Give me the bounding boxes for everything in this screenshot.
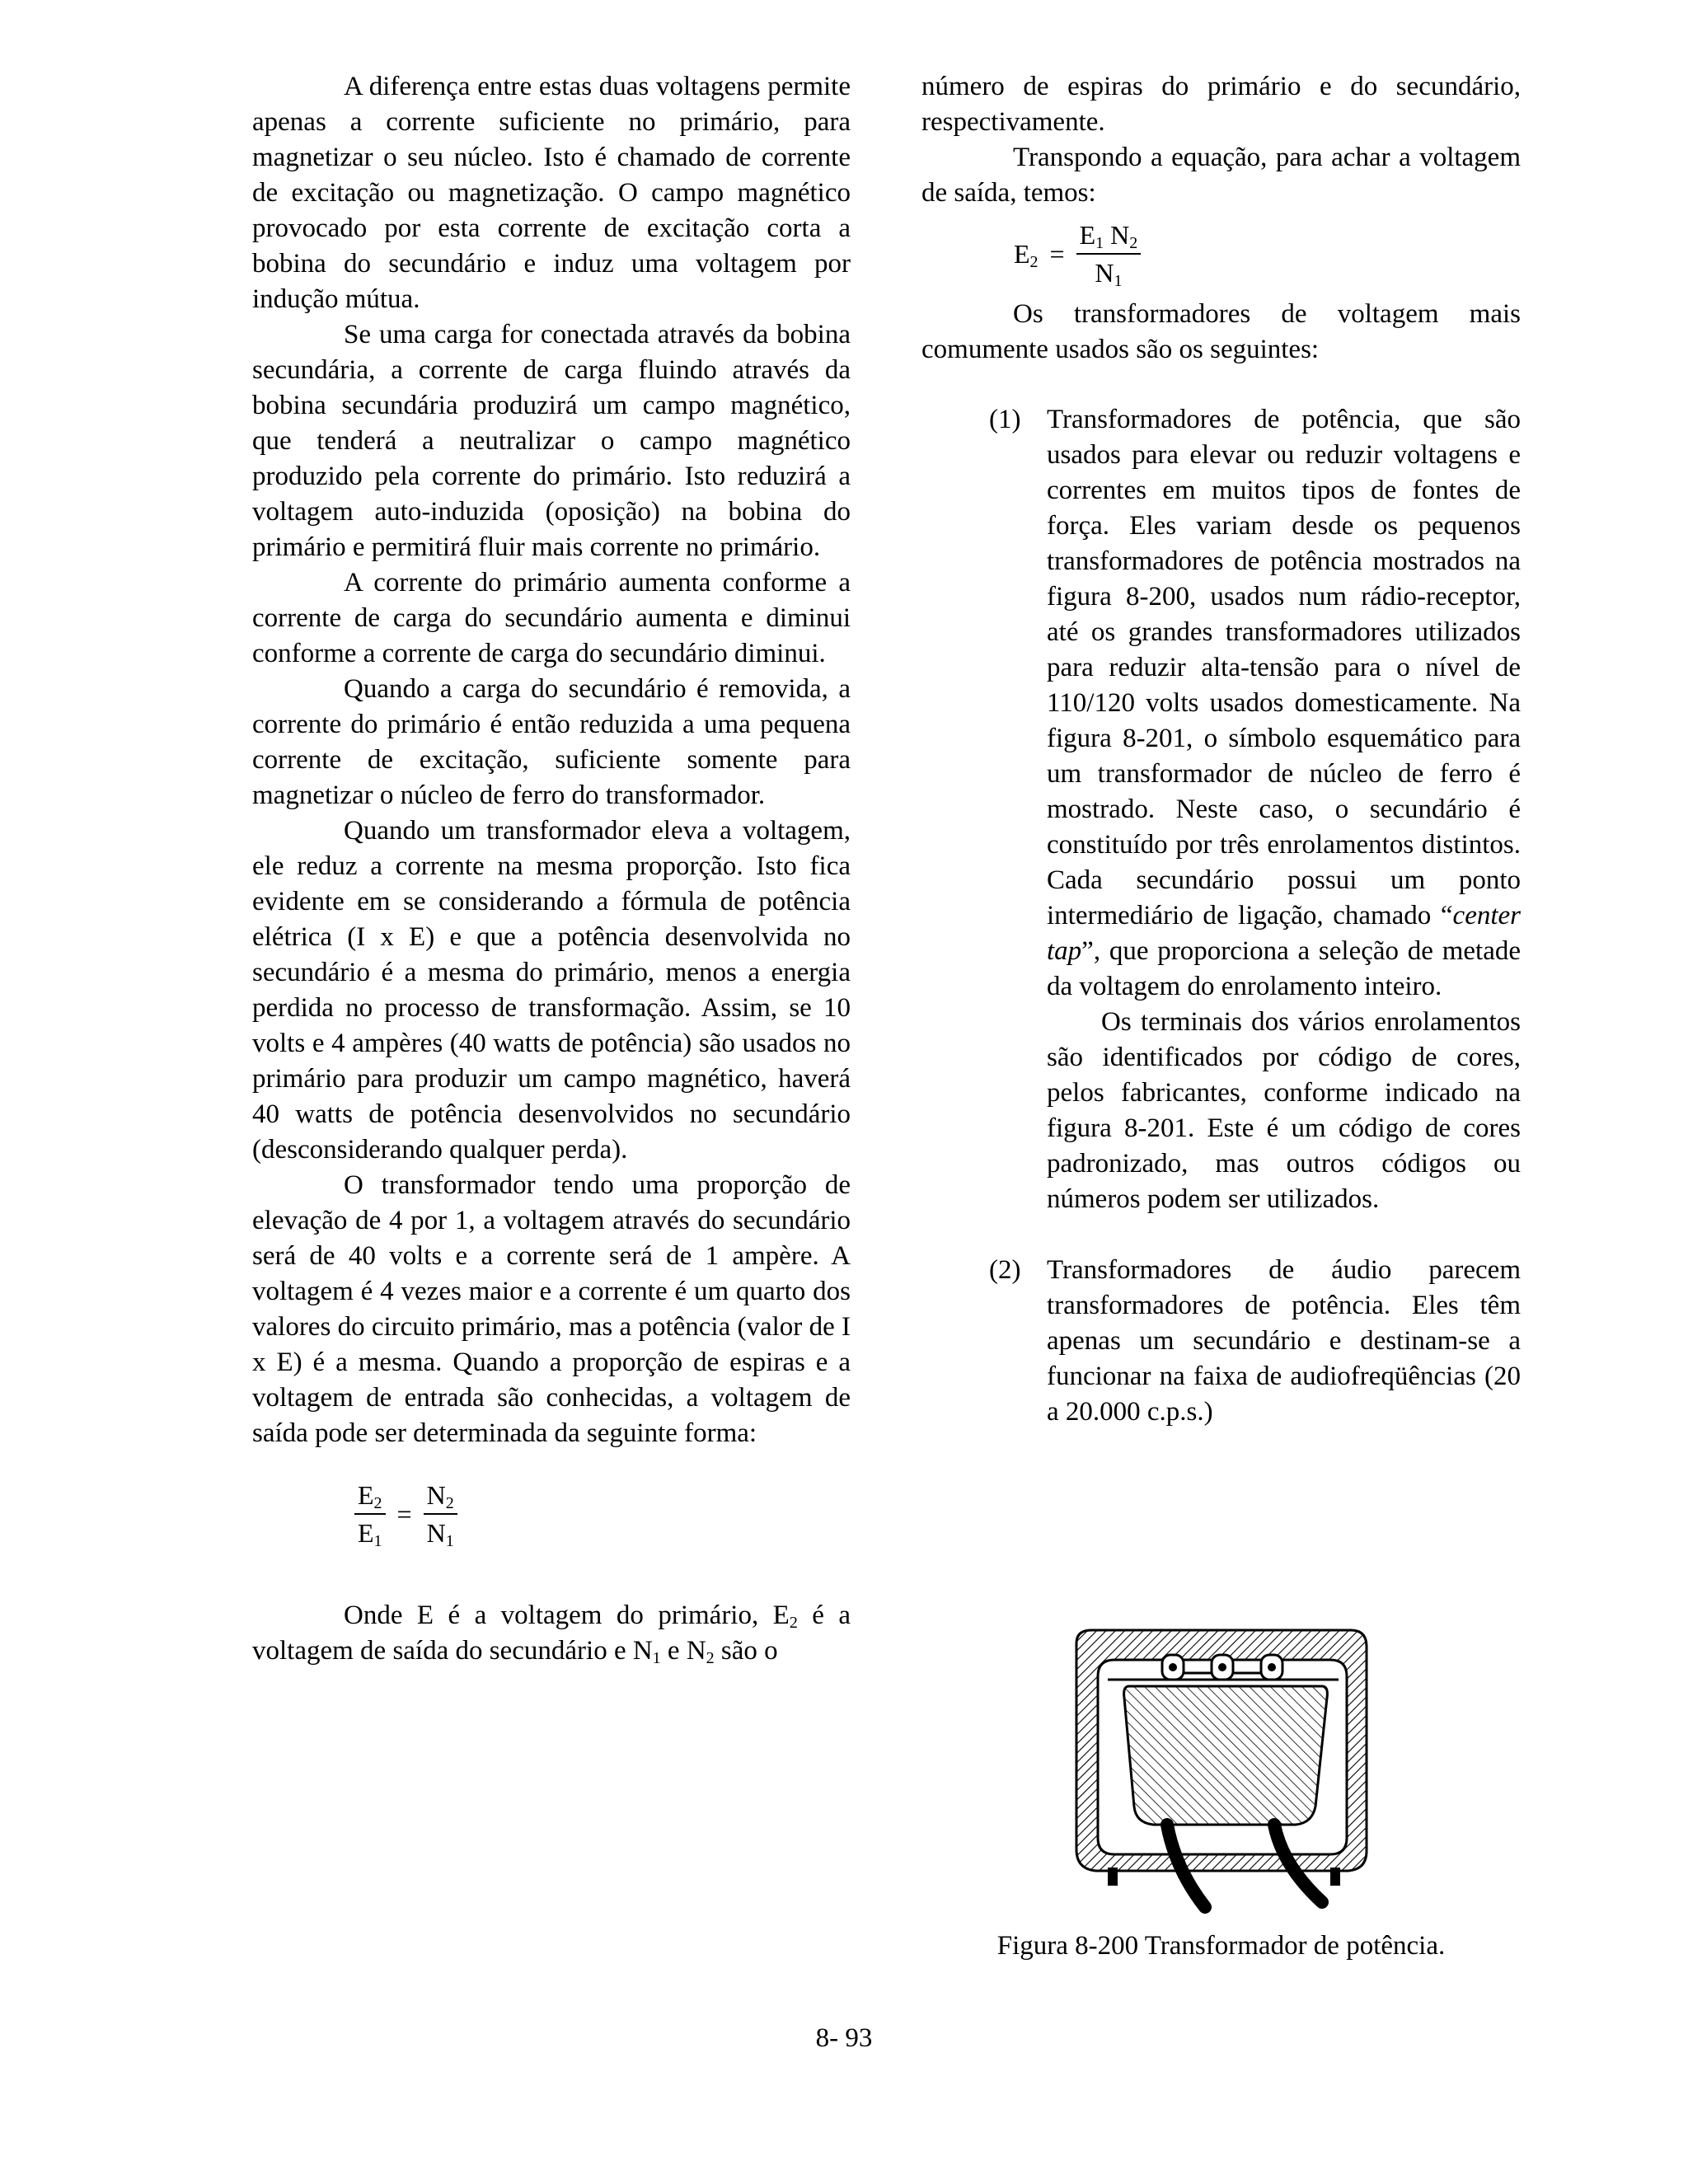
paragraph-step-up-voltage: Quando um transformador eleva a voltagem, ele reduz a corrente na mesma proporção. Isto fica evidente em se considerando a fórmula de potência elétrica (I x E) e que a potência desenvolvida no secundário é a mesma do primário, menos a energia perdida no processo de transformação. Assim, se 10 volts e 4 ampères (40 watts de potência) são usados no primário para produzir um campo magnético, haverá 40 watts de potência desenvolvidos no secundário (desconsiderando qualquer perda). (252, 816, 851, 1165)
paragraph-load-connected: Se uma carga for conectada através da bobina secundária, a corrente de carga fluindo através da bobina secundária produzirá um campo magnético, que tenderá a neutralizar o campo magnético produzido pela corrente do primário. Isto reduzirá a voltagem auto-induzida (oposição) na bobina do primário e permitirá fluir mais corrente no primário. (252, 320, 851, 562)
numerator-n2: $N_2$ (424, 1482, 457, 1515)
paragraph-load-removed: Quando a carga do secundário é removida, a corrente do primário é então reduzida a uma pequena corrente de excitação, suficiente somente para magnetizar o núcleo de ferro do transformador. (252, 674, 851, 810)
e2-term: $E_2$ (1014, 239, 1039, 271)
terminal-lugs (1162, 1655, 1282, 1680)
right-column (921, 69, 1521, 1430)
denominator-n1: $N_1$ (1095, 258, 1123, 290)
formula-output-voltage (1014, 216, 1521, 292)
power-transformer-illustration (1058, 1622, 1388, 1919)
fraction-e2-over-e1 (354, 1480, 386, 1550)
paragraph-color-codes: Os terminais dos vários enrolamentos são identificados por código de cores, pelos fabricantes, conforme indicado na figura 8-201. Este é um código de cores padronizado, mas outros códigos ou números podem ser utilizados. (1047, 1007, 1521, 1214)
list-number: (1) (989, 405, 1021, 434)
list-item-power-transformers (921, 402, 1521, 1217)
list-item-audio-transformers (921, 1253, 1521, 1430)
paragraph-turns-continuation: número de espiras do primário e do secundário, respectivamente. (921, 72, 1521, 137)
paragraph-common-transformers: Os transformadores de voltagem mais comumente usados são os seguintes: (921, 299, 1521, 364)
numerator-e1-n2: $E_1$ $N_2$ (1076, 222, 1142, 255)
list-item-body (1047, 1253, 1521, 1430)
paragraph-power-transformers: Transformadores de potência, que são usados para elevar ou reduzir voltagens e correntes em muitos tipos de fontes de força. Eles variam desde os pequenos transformadores de potência mostrados na figura 8-200, usados num rádio-receptor, até os grandes transformadores utilizados para reduzir alta-tensão para o nível de 110/120 volts usados domesticamente. Na figura 8-201, o símbolo esquemático para um transformador de núcleo de ferro é mostrado. Neste caso, o secundário é constituído por três enrolamentos distintos. Cada secundário possui um ponto intermediário de ligação, chamado “center tap”, que proporciona a seleção de metade da voltagem do enrolamento inteiro. (1047, 405, 1521, 1001)
paragraph-audio-transformers: Transformadores de áudio parecem transformadores de potência. Eles têm apenas um secundário e destinam-se a funcionar na faixa de audiofreqüências (20 a 20.000 c.p.s.) (1047, 1255, 1521, 1427)
list-item-body (1047, 402, 1521, 1217)
equals-sign: = (396, 1499, 412, 1529)
figure-caption: Figura 8-200 Transformador de potência. (996, 1931, 1446, 1961)
left-column (252, 69, 851, 1669)
paragraph-transposing: Transpondo a equação, para achar a voltagem de saída, temos: (921, 143, 1521, 208)
denominator-e1: $E_1$ (358, 1518, 382, 1550)
fraction-e1n2-over-n1 (1076, 220, 1142, 290)
numerator-e2: $E_2$ (354, 1482, 386, 1515)
equals-sign: = (1049, 239, 1065, 269)
page-number: 8- 93 (815, 2023, 873, 2053)
list-number: (2) (989, 1255, 1021, 1285)
denominator-n1: $N_1$ (426, 1518, 454, 1550)
figure-power-transformer (1058, 1622, 1388, 1919)
paragraph-step-up-ratio: O transformador tendo uma proporção de elevação de 4 por 1, a voltagem através do secundário será de 40 volts e a corrente será de 1 ampère. A voltagem é 4 vezes maior e a corrente é um quarto dos valores do circuito primário, mas a potência (valor de I x E) é a mesma. Quando a proporção de espiras e a voltagem de entrada são conhecidas, a voltagem de saída pode ser determinada da seguinte forma: (252, 1170, 851, 1448)
paragraph-variable-definitions: Onde E é a voltagem do primário, $E_2$ é a voltagem de saída do secundário e $N_1$ e $N_2$ são o (252, 1601, 851, 1667)
fraction-n2-over-n1 (424, 1480, 457, 1550)
paragraph-primary-current-increases: A corrente do primário aumenta conforme a corrente de carga do secundário aumenta e diminui conforme a corrente de carga do secundário diminui. (252, 568, 851, 668)
paragraph-excitation-current: A diferença entre estas duas voltagens permite apenas a corrente suficiente no primário, para magnetizar o seu núcleo. Isto é chamado de corrente de excitação ou magnetização. O campo magnético provocado por esta corrente de excitação corta a bobina do secundário e induz uma voltagem por indução mútua. (252, 72, 851, 314)
italic-center-tap: center tap (1047, 901, 1521, 966)
formula-voltage-turns-ratio (354, 1473, 851, 1555)
